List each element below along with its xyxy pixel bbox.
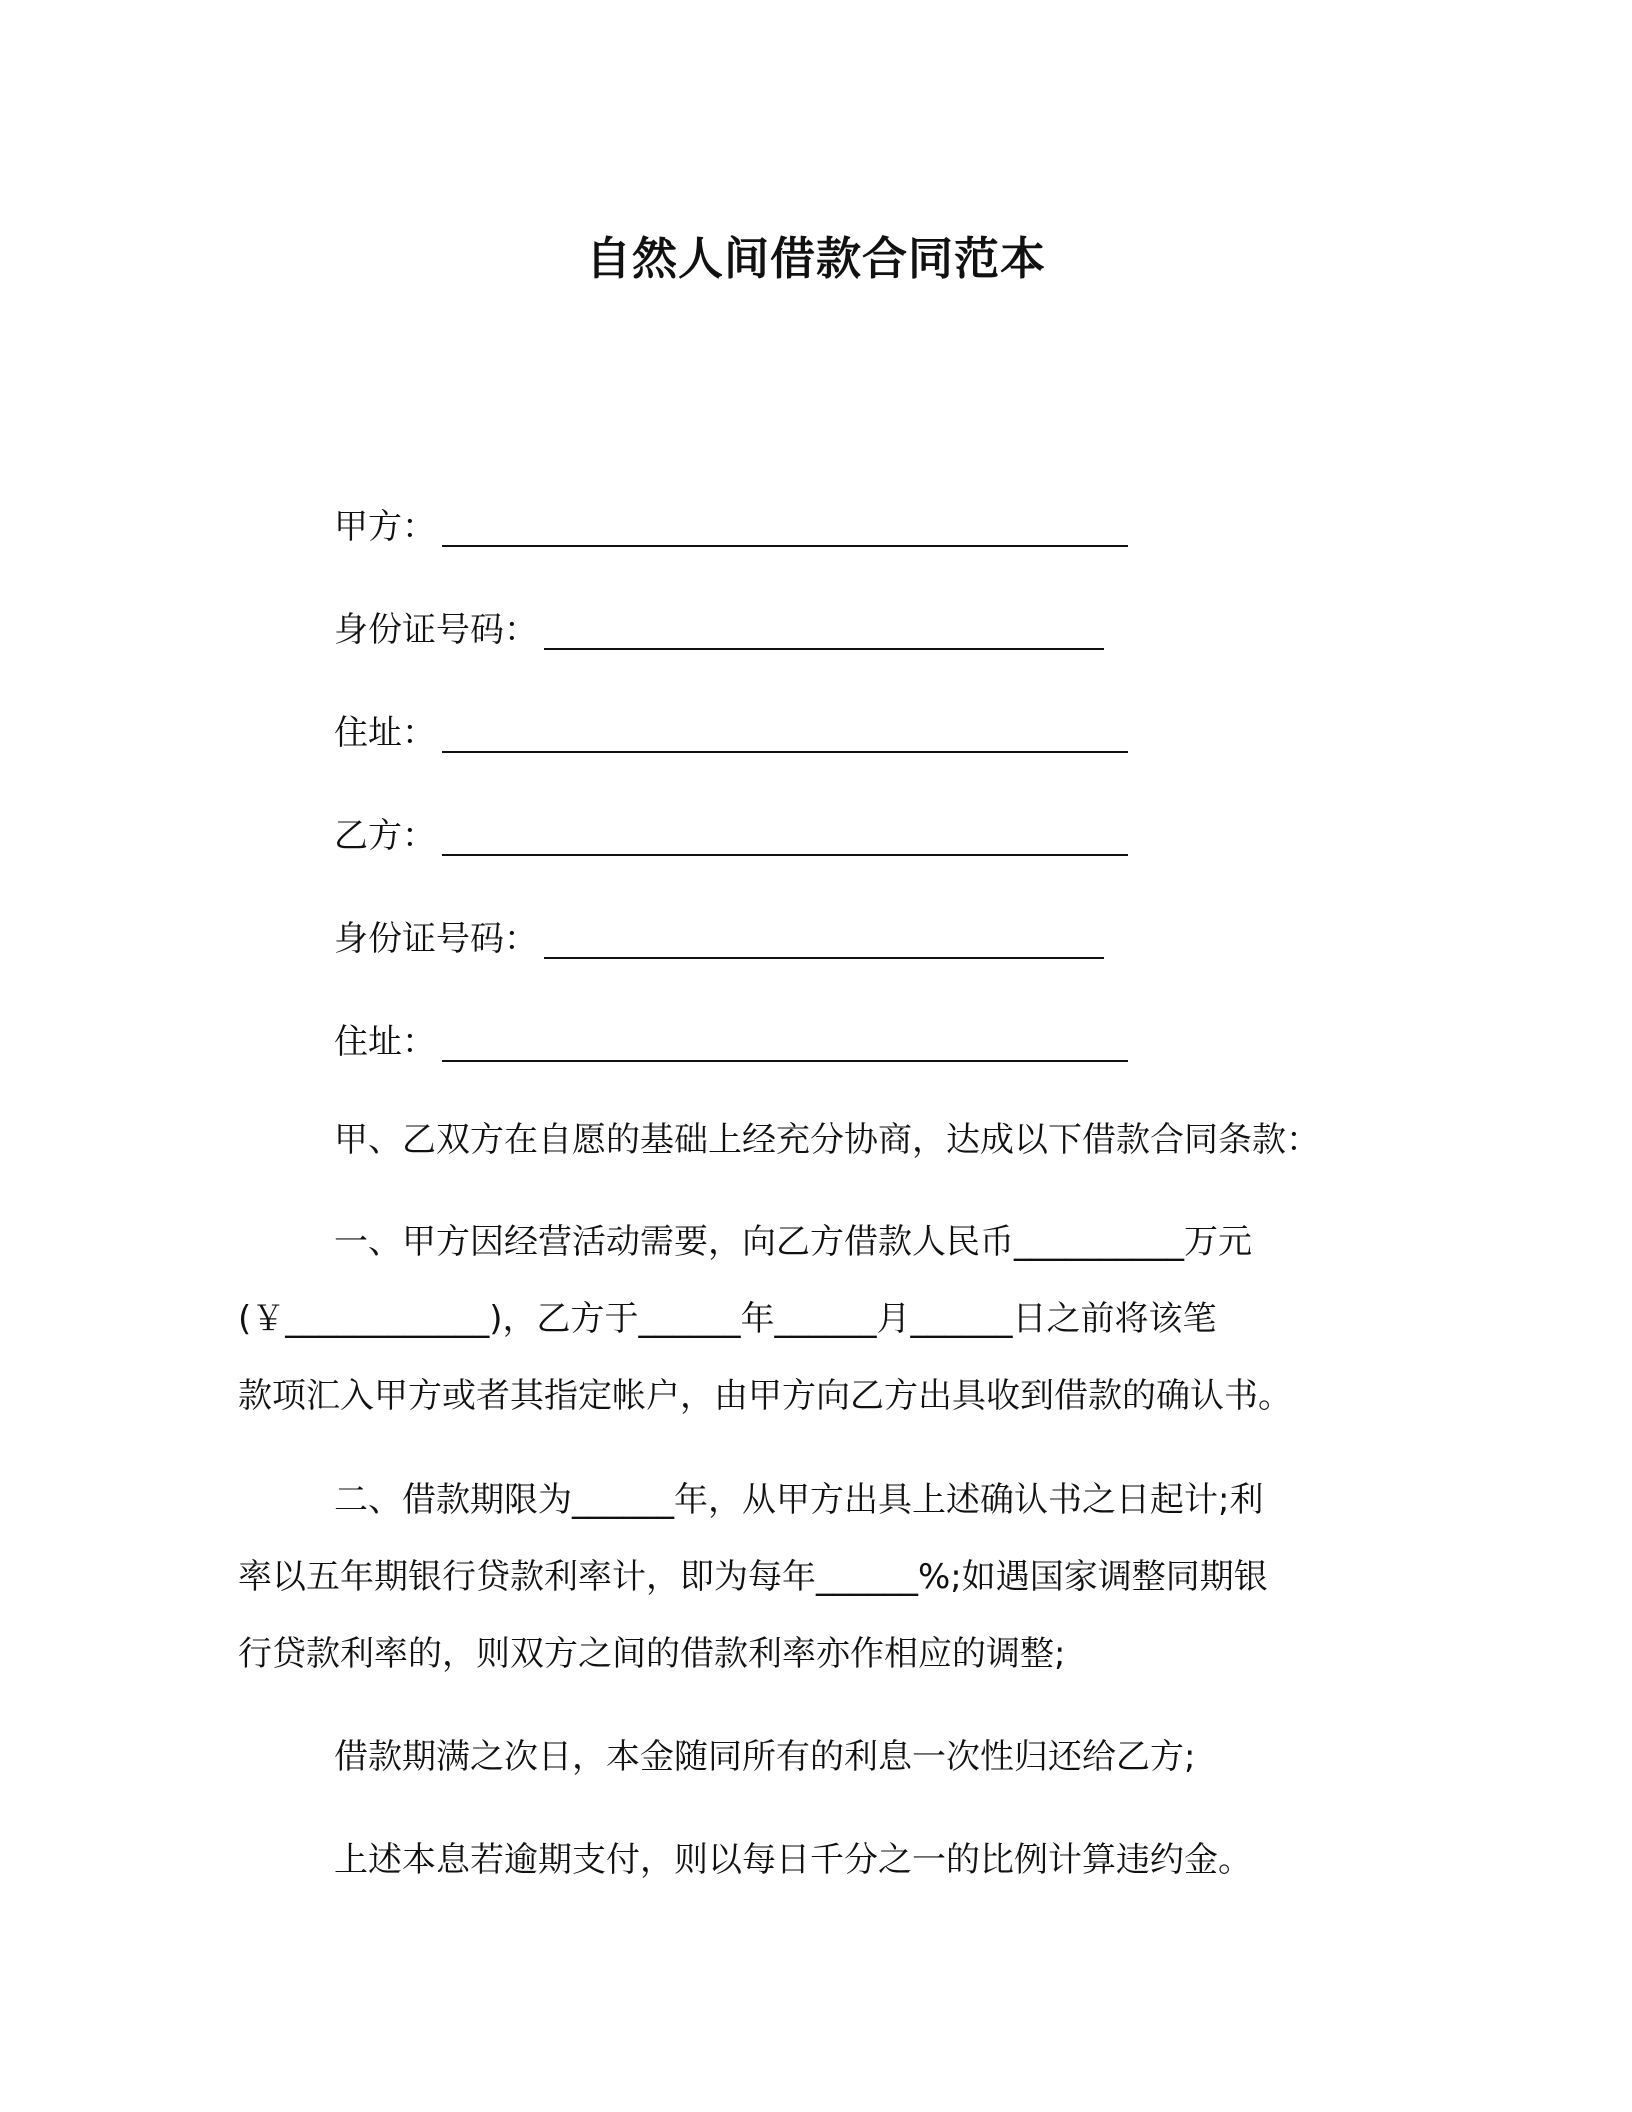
party-b-address-blank[interactable] [442, 1022, 1128, 1062]
party-b-id-label: 身份证号码： [334, 918, 538, 959]
clause-2-line-2: 率以五年期银行贷款利率计，即为每年______%;如遇国家调整同期银 [238, 1557, 1268, 1597]
party-b-id-field [334, 915, 1104, 961]
clause-3-paragraph: 借款期满之次日，本金随同所有的利息一次性归还给乙方; [334, 1737, 1196, 1777]
party-a-label: 甲方： [334, 506, 436, 547]
party-a-address-label: 住址： [334, 712, 436, 753]
clause-1-line-1: 一、甲方因经营活动需要，向乙方借款人民币__________万元 [334, 1222, 1252, 1262]
party-a-field [334, 503, 1128, 549]
party-a-address-blank[interactable] [442, 713, 1128, 753]
party-b-id-blank[interactable] [544, 919, 1104, 959]
party-b-field [334, 812, 1128, 858]
party-a-address-field [334, 709, 1128, 755]
party-a-blank[interactable] [442, 507, 1128, 547]
intro-paragraph: 甲、乙双方在自愿的基础上经充分协商，达成以下借款合同条款： [334, 1120, 1320, 1160]
party-b-address-field [334, 1018, 1128, 1064]
party-a-id-label: 身份证号码： [334, 609, 538, 650]
clause-1-line-2: (￥____________)，乙方于______年______月______日之前将该笔 [238, 1299, 1217, 1339]
party-a-id-field [334, 606, 1104, 652]
party-b-label: 乙方： [334, 815, 436, 856]
clause-4-paragraph: 上述本息若逾期支付，则以每日千分之一的比例计算违约金。 [334, 1840, 1252, 1880]
clause-2-line-1: 二、借款期限为______年，从甲方出具上述确认书之日起计;利 [334, 1480, 1264, 1520]
party-b-blank[interactable] [442, 816, 1128, 856]
party-a-id-blank[interactable] [544, 610, 1104, 650]
clause-1-line-3: 款项汇入甲方或者其指定帐户，由甲方向乙方出具收到借款的确认书。 [238, 1376, 1292, 1416]
clause-2-line-3: 行贷款利率的，则双方之间的借款利率亦作相应的调整; [238, 1634, 1066, 1674]
document-title: 自然人间借款合同范本 [585, 232, 1046, 285]
party-b-address-label: 住址： [334, 1021, 436, 1062]
